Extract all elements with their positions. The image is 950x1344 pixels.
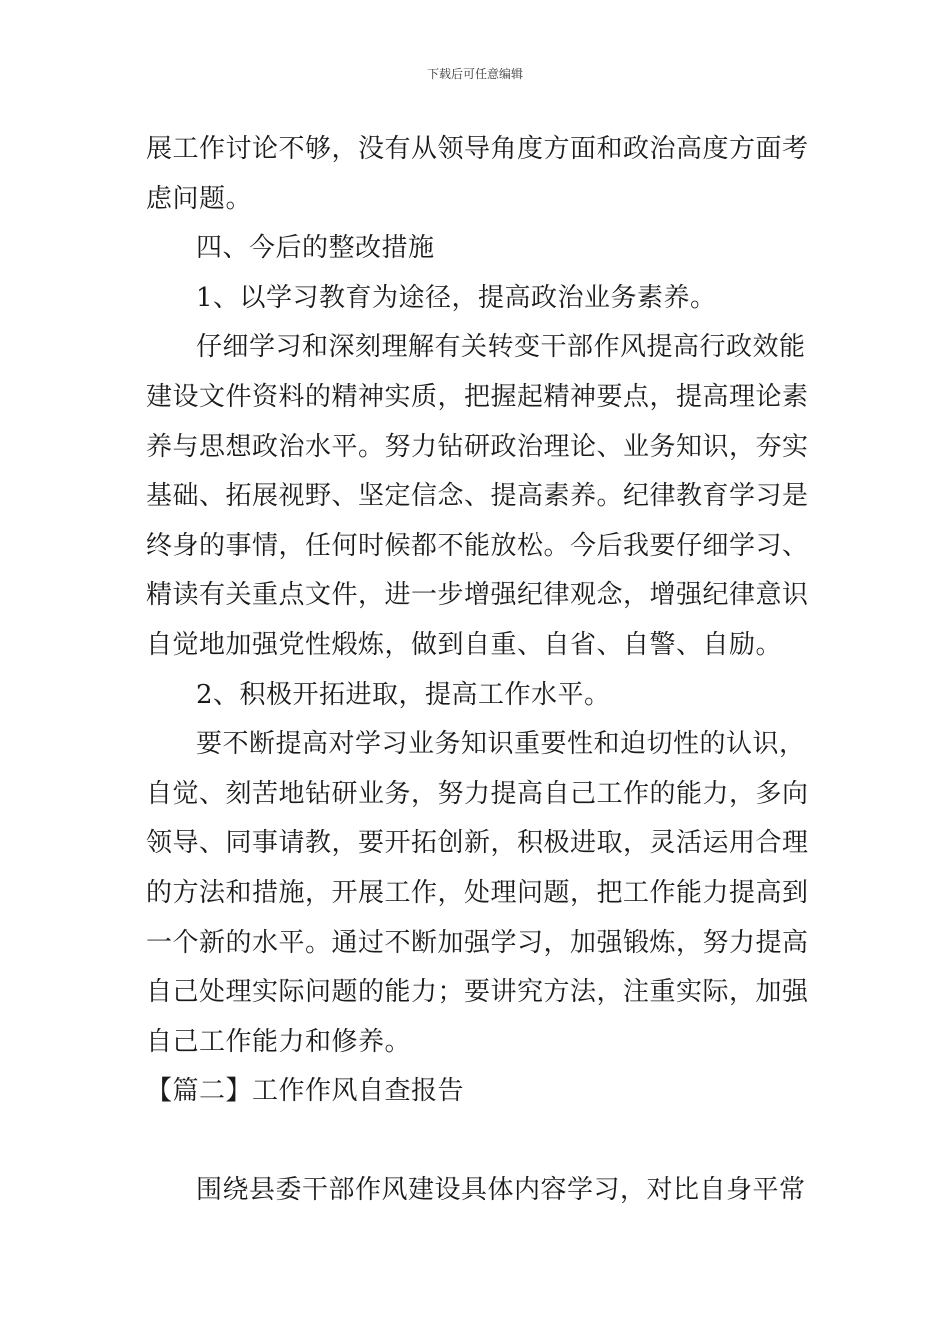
- paragraph-line: 虑问题。: [146, 183, 253, 214]
- blank-line: [146, 1119, 810, 1169]
- paragraph-line: 基础、拓展视野、坚定信念、提高素养。纪律教育学习是: [146, 481, 809, 512]
- subsection-heading: 2、积极开拓进取，提高工作水平。: [196, 679, 611, 710]
- paragraph-line: 自觉地加强党性煅炼，做到自重、自省、自警、自励。: [146, 629, 783, 660]
- paragraph-line: 自觉、刻苦地钻研业务，努力提高自己工作的能力，多向: [146, 778, 809, 809]
- page-header: 下载后可任意编辑: [426, 67, 523, 81]
- paragraph-line: 终身的事情，任何时候都不能放松。今后我要仔细学习、: [146, 530, 809, 561]
- paragraph-line: 围绕县委干部作风建设具体内容学习，对比自身平常: [196, 1175, 806, 1206]
- paragraph-line: 要不断提高对学习业务知识重要性和迫切性的认识，: [196, 729, 806, 760]
- article-title: 【篇二】工作作风自查报告: [146, 1076, 465, 1107]
- paragraph-line: 建设文件资料的精神实质，把握起精神要点，提高理论素: [146, 381, 809, 412]
- subsection-heading: 1、以学习教育为途径，提高政治业务素养。: [196, 282, 717, 313]
- document-body: [146, 127, 810, 1218]
- paragraph-line: 展工作讨论不够，没有从领导角度方面和政治高度方面考: [146, 134, 809, 164]
- paragraph-line: 养与思想政治水平。努力钻研政治理论、业务知识，夯实: [146, 431, 809, 462]
- paragraph-line: 精读有关重点文件，进一步增强纪律观念，增强纪律意识: [146, 580, 809, 611]
- paragraph-line: 自己处理实际问题的能力；要讲究方法，注重实际，加强: [146, 977, 809, 1008]
- paragraph-line: 自己工作能力和修养。: [146, 1026, 412, 1057]
- paragraph-line: 一个新的水平。通过不断加强学习，加强锻炼，努力提高: [146, 927, 809, 958]
- paragraph-line: 仔细学习和深刻理解有关转变干部作风提高行政效能: [196, 332, 806, 363]
- section-heading: 四、今后的整改措施: [196, 233, 435, 264]
- paragraph-line: 领导、同事请教，要开拓创新，积极进取，灵活运用合理: [146, 828, 809, 859]
- paragraph-line: 的方法和措施，开展工作，处理问题，把工作能力提高到: [146, 877, 809, 908]
